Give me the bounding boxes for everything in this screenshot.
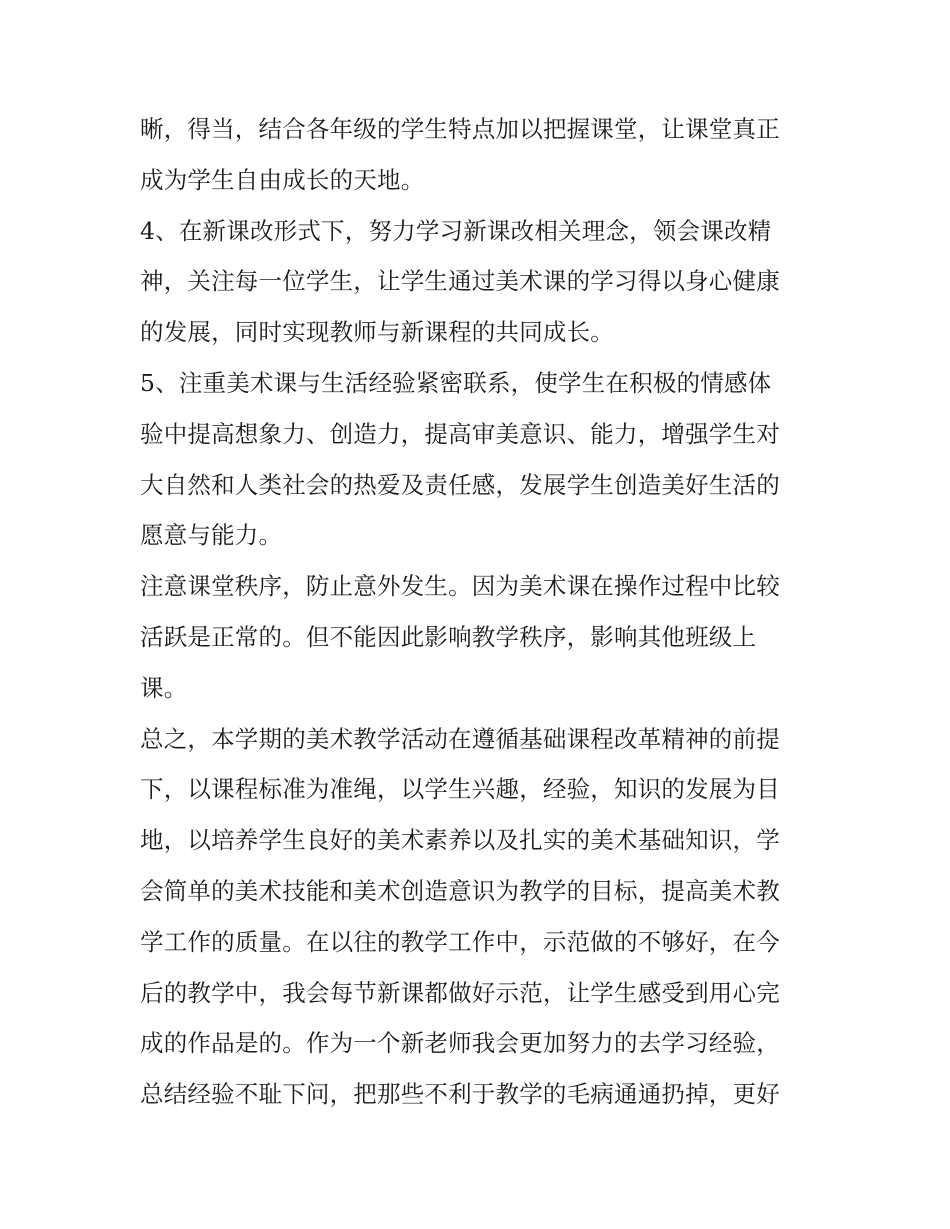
text-line: 成为学生自由成长的天地。 bbox=[140, 165, 425, 194]
text-line: 课。 bbox=[140, 673, 188, 702]
text-line: 注意课堂秩序，防止意外发生。因为美术课在操作过程中比较 bbox=[140, 572, 780, 601]
text-line: 后的教学中，我会每节新课都做好示范，让学生感受到用心完 bbox=[140, 978, 780, 1007]
text-line: 总结经验不耻下问，把那些不利于教学的毛病通通扔掉，更好 bbox=[140, 1080, 780, 1109]
text-line: 晰，得当，结合各年级的学生特点加以把握课堂，让课堂真正 bbox=[140, 115, 780, 143]
text-line: 成的作品是的。作为一个新老师我会更加努力的去学习经验， bbox=[140, 1029, 780, 1058]
text-line: 下，以课程标准为准绳，以学生兴趣，经验，知识的发展为目 bbox=[140, 775, 780, 804]
document-text-body bbox=[140, 104, 820, 1120]
text-line: 神，关注每一位学生，让学生通过美术课的学习得以身心健康 bbox=[140, 267, 780, 296]
text-line: 地，以培养学生良好的美术素养以及扎实的美术基础知识，学 bbox=[140, 826, 780, 855]
text-line: 的发展，同时实现教师与新课程的共同成长。 bbox=[140, 318, 614, 347]
text-line: 愿意与能力。 bbox=[140, 521, 283, 550]
text-line: 4、在新课改形式下，努力学习新课改相关理念，领会课改精 bbox=[140, 216, 772, 245]
text-line: 学工作的质量。在以往的教学工作中，示范做的不够好，在今 bbox=[140, 927, 780, 956]
text-line: 验中提高想象力、创造力，提高审美意识、能力，增强学生对 bbox=[140, 419, 780, 448]
text-line: 5、注重美术课与生活经验紧密联系，使学生在积极的情感体 bbox=[140, 368, 772, 397]
text-line: 大自然和人类社会的热爱及责任感，发展学生创造美好生活的 bbox=[140, 470, 780, 499]
text-line: 会简单的美术技能和美术创造意识为教学的目标，提高美术教 bbox=[140, 876, 780, 905]
text-line: 活跃是正常的。但不能因此影响教学秩序，影响其他班级上 bbox=[140, 622, 757, 651]
text-line: 总之，本学期的美术教学活动在遵循基础课程改革精神的前提 bbox=[140, 724, 780, 753]
